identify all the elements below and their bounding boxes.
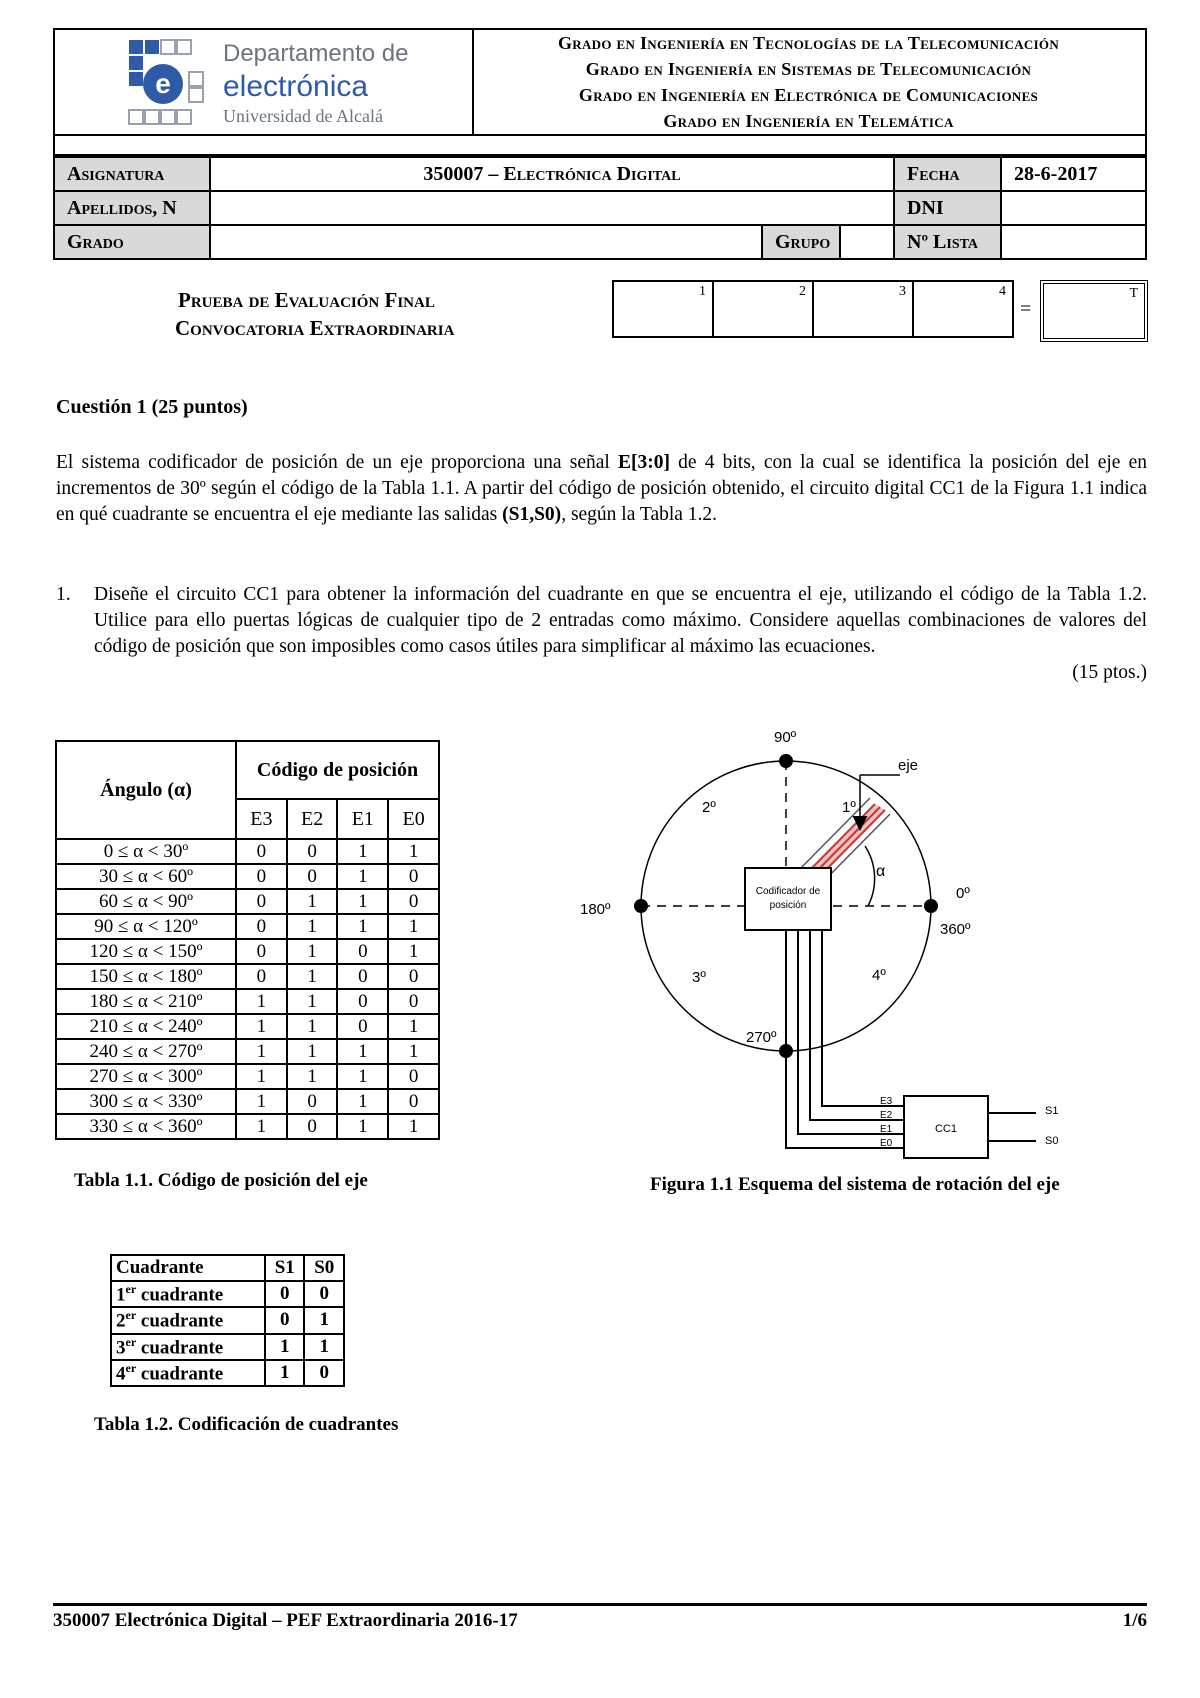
item-number: 1. bbox=[56, 584, 71, 605]
label-alpha: α bbox=[876, 863, 886, 880]
label-360: 360º bbox=[940, 921, 971, 938]
output-s1-cell: 0 bbox=[265, 1307, 305, 1333]
apellidos-field[interactable] bbox=[209, 190, 895, 226]
table-row bbox=[56, 839, 439, 864]
exam-subtitle: Convocatoria Extraordinaria bbox=[175, 316, 455, 340]
intro-text: de 4 bits, con la cual se identifica la posición del eje en incrementos de 30º según el código de la Tabla 1.1. A partir del código de posición obtenido, el circuito digital CC1 de la Figura 1.1 indica en qué cuadrante se encuentra el eje mediante las salidas bbox=[56, 452, 1147, 525]
label-q1: 1º bbox=[842, 799, 856, 816]
grado-field[interactable] bbox=[209, 224, 763, 260]
quadrant-label: cuadrante bbox=[136, 1336, 224, 1358]
score-label: 1 bbox=[699, 284, 706, 299]
bit-cell: 0 bbox=[388, 1089, 439, 1114]
output-s0-cell: 0 bbox=[304, 1360, 344, 1386]
bit-cell: 1 bbox=[337, 889, 388, 914]
table-row bbox=[111, 1307, 344, 1333]
quadrant-header: S0 bbox=[304, 1255, 344, 1281]
quadrant-ordinal: er bbox=[125, 1308, 137, 1323]
bit-cell: 0 bbox=[337, 939, 388, 964]
quadrant-number: 2 bbox=[116, 1310, 126, 1332]
quadrant-number: 4 bbox=[116, 1363, 126, 1385]
quadrant-cell bbox=[111, 1360, 265, 1386]
table-row bbox=[56, 989, 439, 1014]
table-row bbox=[111, 1334, 344, 1360]
angle-cell: 0 ≤ α < 30º bbox=[56, 839, 236, 864]
table-row bbox=[56, 914, 439, 939]
bit-cell: 1 bbox=[287, 1014, 338, 1039]
table-row bbox=[111, 1360, 344, 1386]
footer-rule bbox=[53, 1603, 1147, 1606]
score-label: T bbox=[1129, 286, 1138, 301]
quadrant-label: cuadrante bbox=[136, 1363, 224, 1385]
label-180: 180º bbox=[580, 901, 611, 918]
bit-cell: 0 bbox=[388, 964, 439, 989]
score-box-3[interactable] bbox=[812, 280, 914, 338]
degree-line: Grado en Ingeniería en Sistemas de Telecomunicación bbox=[585, 59, 1032, 79]
bit-cell: 0 bbox=[337, 1014, 388, 1039]
student-info-grid bbox=[53, 156, 1147, 260]
bit-cell: 1 bbox=[287, 1064, 338, 1089]
lista-field[interactable] bbox=[1000, 224, 1147, 260]
dni-label: DNI bbox=[893, 190, 1002, 226]
bit-cell: 0 bbox=[337, 989, 388, 1014]
output-s1: S1 bbox=[1045, 1105, 1059, 1117]
score-box-4[interactable] bbox=[912, 280, 1014, 338]
logo-mark bbox=[55, 30, 225, 134]
input-e2: E2 bbox=[880, 1110, 893, 1121]
intro-signal: E[3:0] bbox=[617, 452, 670, 473]
item-points: (15 ptos.) bbox=[1072, 662, 1147, 683]
bit-cell: 0 bbox=[287, 1089, 338, 1114]
angle-cell: 240 ≤ α < 270º bbox=[56, 1039, 236, 1064]
score-box-1[interactable] bbox=[612, 280, 714, 338]
bit-cell: 0 bbox=[388, 889, 439, 914]
logo-line-3: Universidad de Alcalá bbox=[223, 106, 383, 126]
header-spacer bbox=[53, 134, 1147, 156]
bit-cell: 1 bbox=[236, 1114, 287, 1139]
angle-cell: 90 ≤ α < 120º bbox=[56, 914, 236, 939]
dni-field[interactable] bbox=[1000, 190, 1147, 226]
bit-cell: 1 bbox=[337, 1039, 388, 1064]
output-s1-cell: 1 bbox=[265, 1360, 305, 1386]
table-row bbox=[56, 1114, 439, 1139]
intro-text: El sistema codificador de posición de un eje proporciona una señal bbox=[56, 452, 618, 473]
lista-label: Nº Lista bbox=[893, 224, 1002, 260]
bit-header-e0: E0 bbox=[388, 799, 439, 839]
alpha-arc bbox=[865, 846, 875, 906]
bit-cell: 0 bbox=[287, 1114, 338, 1139]
table-row bbox=[56, 1039, 439, 1064]
bit-cell: 1 bbox=[236, 1014, 287, 1039]
header-box bbox=[53, 28, 1147, 136]
asignatura-value: 350007 – Electrónica Digital bbox=[209, 156, 895, 192]
grupo-field[interactable] bbox=[839, 224, 895, 260]
label-eje: eje bbox=[898, 757, 919, 774]
bit-cell: 1 bbox=[337, 839, 388, 864]
quadrant-ordinal: er bbox=[125, 1360, 137, 1375]
bit-cell: 0 bbox=[236, 964, 287, 989]
quadrant-ordinal: er bbox=[125, 1334, 137, 1349]
logo bbox=[55, 30, 474, 134]
bit-cell: 1 bbox=[337, 914, 388, 939]
angle-cell: 180 ≤ α < 210º bbox=[56, 989, 236, 1014]
code-header: Código de posición bbox=[236, 741, 439, 799]
bit-cell: 0 bbox=[236, 839, 287, 864]
bit-cell: 0 bbox=[388, 864, 439, 889]
bit-cell: 1 bbox=[337, 1064, 388, 1089]
bit-cell: 1 bbox=[388, 1039, 439, 1064]
score-label: 4 bbox=[999, 284, 1006, 299]
output-s0-cell: 1 bbox=[304, 1334, 344, 1360]
bit-cell: 0 bbox=[236, 889, 287, 914]
bit-cell: 1 bbox=[236, 989, 287, 1014]
table2-caption: Tabla 1.2. Codificación de cuadrantes bbox=[94, 1414, 399, 1435]
table-row bbox=[56, 939, 439, 964]
bit-cell: 1 bbox=[287, 939, 338, 964]
table-row bbox=[111, 1281, 344, 1307]
label-q3: 3º bbox=[692, 969, 706, 986]
quadrant-header-row bbox=[111, 1255, 344, 1281]
quadrant-number: 3 bbox=[116, 1336, 126, 1358]
table-row bbox=[56, 1064, 439, 1089]
angle-cell: 120 ≤ α < 150º bbox=[56, 939, 236, 964]
label-270: 270º bbox=[746, 1029, 777, 1046]
bit-cell: 0 bbox=[337, 964, 388, 989]
bit-header-e2: E2 bbox=[287, 799, 338, 839]
score-total-box[interactable] bbox=[1040, 280, 1148, 342]
input-e1: E1 bbox=[880, 1124, 893, 1135]
question-heading: Cuestión 1 (25 puntos) bbox=[56, 396, 248, 418]
grado-label: Grado bbox=[53, 224, 211, 260]
degree-line: Grado en Ingeniería en Telemática bbox=[663, 111, 954, 131]
grupo-label: Grupo bbox=[761, 224, 841, 260]
table-row bbox=[56, 1089, 439, 1114]
bit-cell: 1 bbox=[388, 914, 439, 939]
table-row bbox=[56, 889, 439, 914]
output-s1-cell: 1 bbox=[265, 1334, 305, 1360]
quadrant-cell bbox=[111, 1281, 265, 1307]
quadrant-cell bbox=[111, 1307, 265, 1333]
quadrant-label: cuadrante bbox=[136, 1284, 224, 1306]
bit-cell: 1 bbox=[388, 1014, 439, 1039]
angle-header: Ángulo (α) bbox=[56, 741, 236, 839]
label-q2: 2º bbox=[702, 799, 716, 816]
figure-caption: Figura 1.1 Esquema del sistema de rotación del eje bbox=[650, 1174, 1060, 1195]
bit-cell: 1 bbox=[287, 964, 338, 989]
bit-cell: 1 bbox=[337, 864, 388, 889]
encoder-label-2: posición bbox=[769, 900, 807, 911]
position-code-table bbox=[55, 740, 440, 1140]
bit-cell: 1 bbox=[236, 1064, 287, 1089]
output-s1-cell: 0 bbox=[265, 1281, 305, 1307]
bit-cell: 0 bbox=[287, 839, 338, 864]
angle-cell: 270 ≤ α < 300º bbox=[56, 1064, 236, 1089]
bit-cell: 0 bbox=[236, 864, 287, 889]
intro-outputs: (S1,S0) bbox=[502, 504, 562, 525]
bit-header-e1: E1 bbox=[337, 799, 388, 839]
output-s0-cell: 1 bbox=[304, 1307, 344, 1333]
bit-cell: 1 bbox=[236, 1039, 287, 1064]
asignatura-label: Asignatura bbox=[53, 156, 211, 192]
label-90: 90º bbox=[774, 729, 797, 746]
equals-sign: = bbox=[1020, 298, 1032, 320]
angle-cell: 60 ≤ α < 90º bbox=[56, 889, 236, 914]
intro-text: , según la Tabla 1.2. bbox=[561, 504, 718, 525]
bit-cell: 1 bbox=[287, 1039, 338, 1064]
bit-cell: 1 bbox=[337, 1114, 388, 1139]
apellidos-label: Apellidos, N bbox=[53, 190, 211, 226]
output-s0: S0 bbox=[1045, 1135, 1059, 1147]
quadrant-ordinal: er bbox=[125, 1282, 137, 1296]
svg-text:e: e bbox=[155, 68, 171, 99]
logo-line-2: electrónica bbox=[223, 70, 369, 103]
bit-cell: 0 bbox=[388, 1064, 439, 1089]
quadrant-cell bbox=[111, 1334, 265, 1360]
bit-cell: 0 bbox=[236, 914, 287, 939]
encoder-label-1: Codificador de bbox=[755, 886, 821, 897]
bit-cell: 0 bbox=[287, 864, 338, 889]
fecha-value: 28-6-2017 bbox=[1000, 156, 1147, 192]
angle-cell: 150 ≤ α < 180º bbox=[56, 964, 236, 989]
table-row bbox=[56, 864, 439, 889]
cc1-label: CC1 bbox=[934, 1123, 958, 1135]
input-e0: E0 bbox=[880, 1138, 893, 1149]
point-180 bbox=[634, 899, 648, 913]
bit-cell: 1 bbox=[388, 939, 439, 964]
label-q4: 4º bbox=[872, 967, 886, 984]
input-e3: E3 bbox=[880, 1096, 893, 1107]
angle-cell: 210 ≤ α < 240º bbox=[56, 1014, 236, 1039]
output-s0-cell: 0 bbox=[304, 1281, 344, 1307]
quadrant-number: 1 bbox=[116, 1284, 126, 1306]
quadrant-label: cuadrante bbox=[136, 1310, 224, 1332]
bit-cell: 1 bbox=[337, 1089, 388, 1114]
bit-cell: 1 bbox=[388, 839, 439, 864]
page-number: 1/6 bbox=[1122, 1610, 1147, 1631]
bit-cell: 1 bbox=[287, 989, 338, 1014]
label-0: 0º bbox=[956, 885, 970, 902]
angle-cell: 330 ≤ α < 360º bbox=[56, 1114, 236, 1139]
bit-cell: 1 bbox=[388, 1114, 439, 1139]
point-90 bbox=[779, 754, 793, 768]
bit-cell: 1 bbox=[287, 914, 338, 939]
fecha-label: Fecha bbox=[893, 156, 1002, 192]
item-text: Diseñe el circuito CC1 para obtener la información del cuadrante en que se encuentra el eje, utilizando el código de la Tabla 1.2. Utilice para ello puertas lógicas de cualquier tipo de 2 entradas como máximo. Considere aquellas combinaciones de valores del código de posición que son imposibles como casos útiles para simplificar al máximo las ecuaciones. bbox=[94, 584, 1147, 657]
table-row bbox=[56, 964, 439, 989]
score-label: 3 bbox=[899, 284, 906, 299]
score-box-2[interactable] bbox=[712, 280, 814, 338]
rotation-figure bbox=[560, 720, 1160, 1160]
question-item bbox=[94, 582, 1147, 660]
quadrant-table bbox=[110, 1254, 345, 1387]
angle-cell: 30 ≤ α < 60º bbox=[56, 864, 236, 889]
encoder-box bbox=[745, 868, 831, 930]
point-0 bbox=[924, 899, 938, 913]
exam-title: Prueba de Evaluación Final bbox=[178, 288, 435, 312]
degree-line: Grado en Ingeniería en Tecnologías de la Telecomunicación bbox=[557, 33, 1060, 53]
bit-cell: 1 bbox=[287, 889, 338, 914]
table1-caption: Tabla 1.1. Código de posición del eje bbox=[74, 1170, 368, 1191]
bit-cell: 1 bbox=[236, 1089, 287, 1114]
bit-cell: 0 bbox=[236, 939, 287, 964]
question-intro bbox=[56, 450, 1147, 528]
logo-line-1: Departamento de bbox=[223, 40, 409, 67]
quadrant-header: S1 bbox=[265, 1255, 305, 1281]
quadrant-header: Cuadrante bbox=[111, 1255, 265, 1281]
table-row bbox=[56, 1014, 439, 1039]
footer-title: 350007 Electrónica Digital – PEF Extraordinaria 2016-17 bbox=[53, 1610, 518, 1631]
angle-cell: 300 ≤ α < 330º bbox=[56, 1089, 236, 1114]
degree-list bbox=[472, 30, 1145, 134]
score-label: 2 bbox=[799, 284, 806, 299]
degree-line: Grado en Ingeniería en Electrónica de Comunicaciones bbox=[578, 85, 1039, 105]
bit-cell: 0 bbox=[388, 989, 439, 1014]
bit-header-e3: E3 bbox=[236, 799, 287, 839]
